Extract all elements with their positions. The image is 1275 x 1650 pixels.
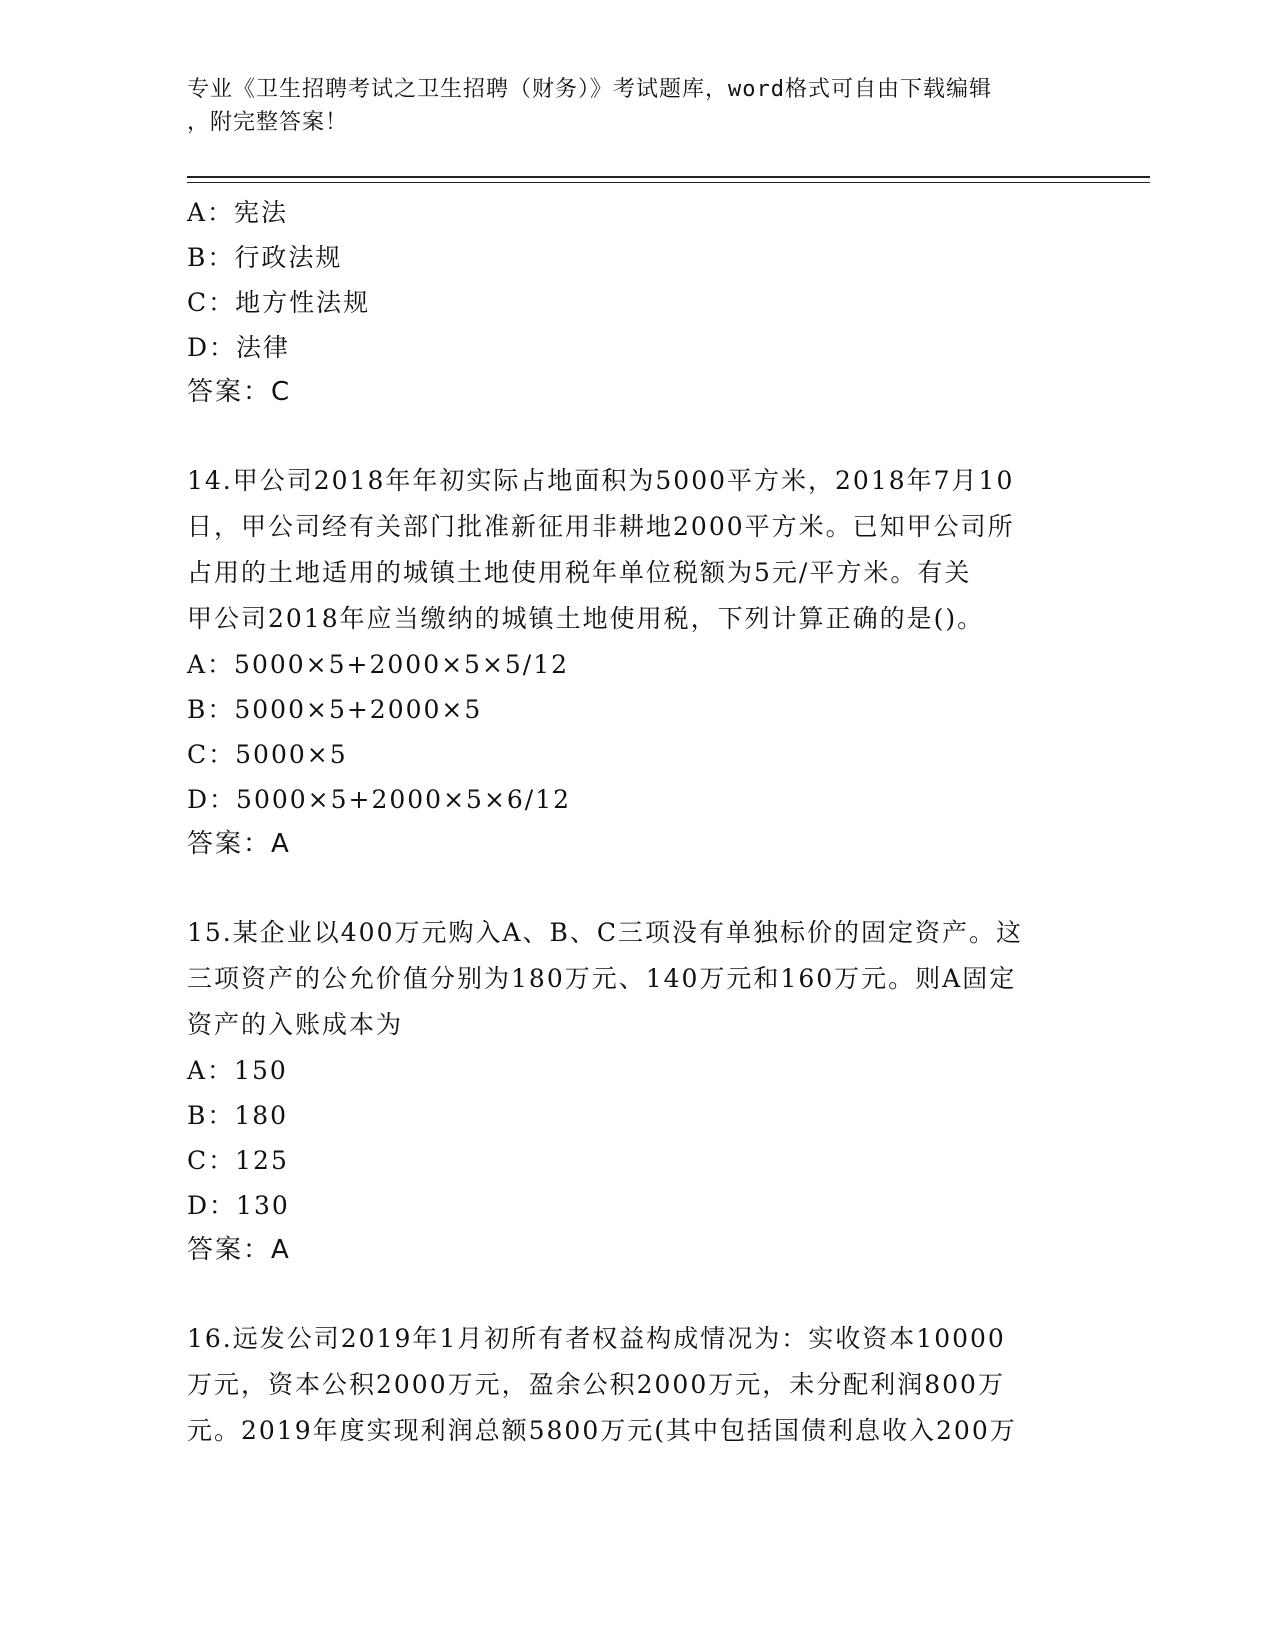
header-divider-thick <box>187 176 1150 178</box>
answer-line: 答案：A <box>187 1235 291 1265</box>
option-c: C：5000×5 <box>187 740 348 769</box>
question-text-line: 三项资产的公允价值分别为180万元、140万元和160万元。则A固定 <box>187 964 1017 993</box>
question-text-line: 占用的土地适用的城镇土地使用税年单位税额为5元/平方米。有关 <box>187 558 972 587</box>
question-16 <box>187 1316 1087 1454</box>
header-divider-thin <box>187 182 1150 183</box>
option-b: B：5000×5+2000×5 <box>187 695 483 724</box>
option-a: A：宪法 <box>187 198 289 227</box>
answer-line: 答案：C <box>187 377 292 407</box>
question-14 <box>187 458 1087 867</box>
option-d: D：130 <box>187 1191 290 1220</box>
question-text-line: 15.某企业以400万元购入A、B、C三项没有单独标价的固定资产。这 <box>187 918 1024 947</box>
question-text-line: 资产的入账成本为 <box>187 1010 404 1039</box>
option-a: A：5000×5+2000×5×5/12 <box>187 650 570 679</box>
header-title-line-1: 专业《卫生招聘考试之卫生招聘（财务）》考试题库，word格式可自由下载编辑 <box>187 77 992 102</box>
answer-line: 答案：A <box>187 829 291 859</box>
question-text-line: 万元，资本公积2000万元，盈余公积2000万元，未分配利润800万 <box>187 1370 1005 1399</box>
option-d: D：法律 <box>187 333 291 362</box>
question-content <box>187 190 1087 1454</box>
question-text-line: 甲公司2018年应当缴纳的城镇土地使用税，下列计算正确的是()。 <box>187 604 985 633</box>
option-b: B：行政法规 <box>187 243 343 272</box>
question-text-line: 元。2019年度实现利润总额5800万元(其中包括国债利息收入200万 <box>187 1416 1017 1445</box>
option-c: C：地方性法规 <box>187 288 371 317</box>
option-a: A：150 <box>187 1056 288 1085</box>
option-d: D：5000×5+2000×5×6/12 <box>187 785 572 814</box>
option-b: B：180 <box>187 1101 289 1130</box>
document-header <box>187 73 1067 139</box>
question-13 <box>187 190 1087 415</box>
question-text-line: 14.甲公司2018年年初实际占地面积为5000平方米，2018年7月10 <box>187 466 1015 495</box>
question-text-line: 日，甲公司经有关部门批准新征用非耕地2000平方米。已知甲公司所 <box>187 512 1015 541</box>
question-15 <box>187 910 1087 1273</box>
question-text-line: 16.远发公司2019年1月初所有者权益构成情况为：实收资本10000 <box>187 1324 1006 1353</box>
header-title-line-2: ，附完整答案！ <box>187 110 349 135</box>
option-c: C：125 <box>187 1146 289 1175</box>
